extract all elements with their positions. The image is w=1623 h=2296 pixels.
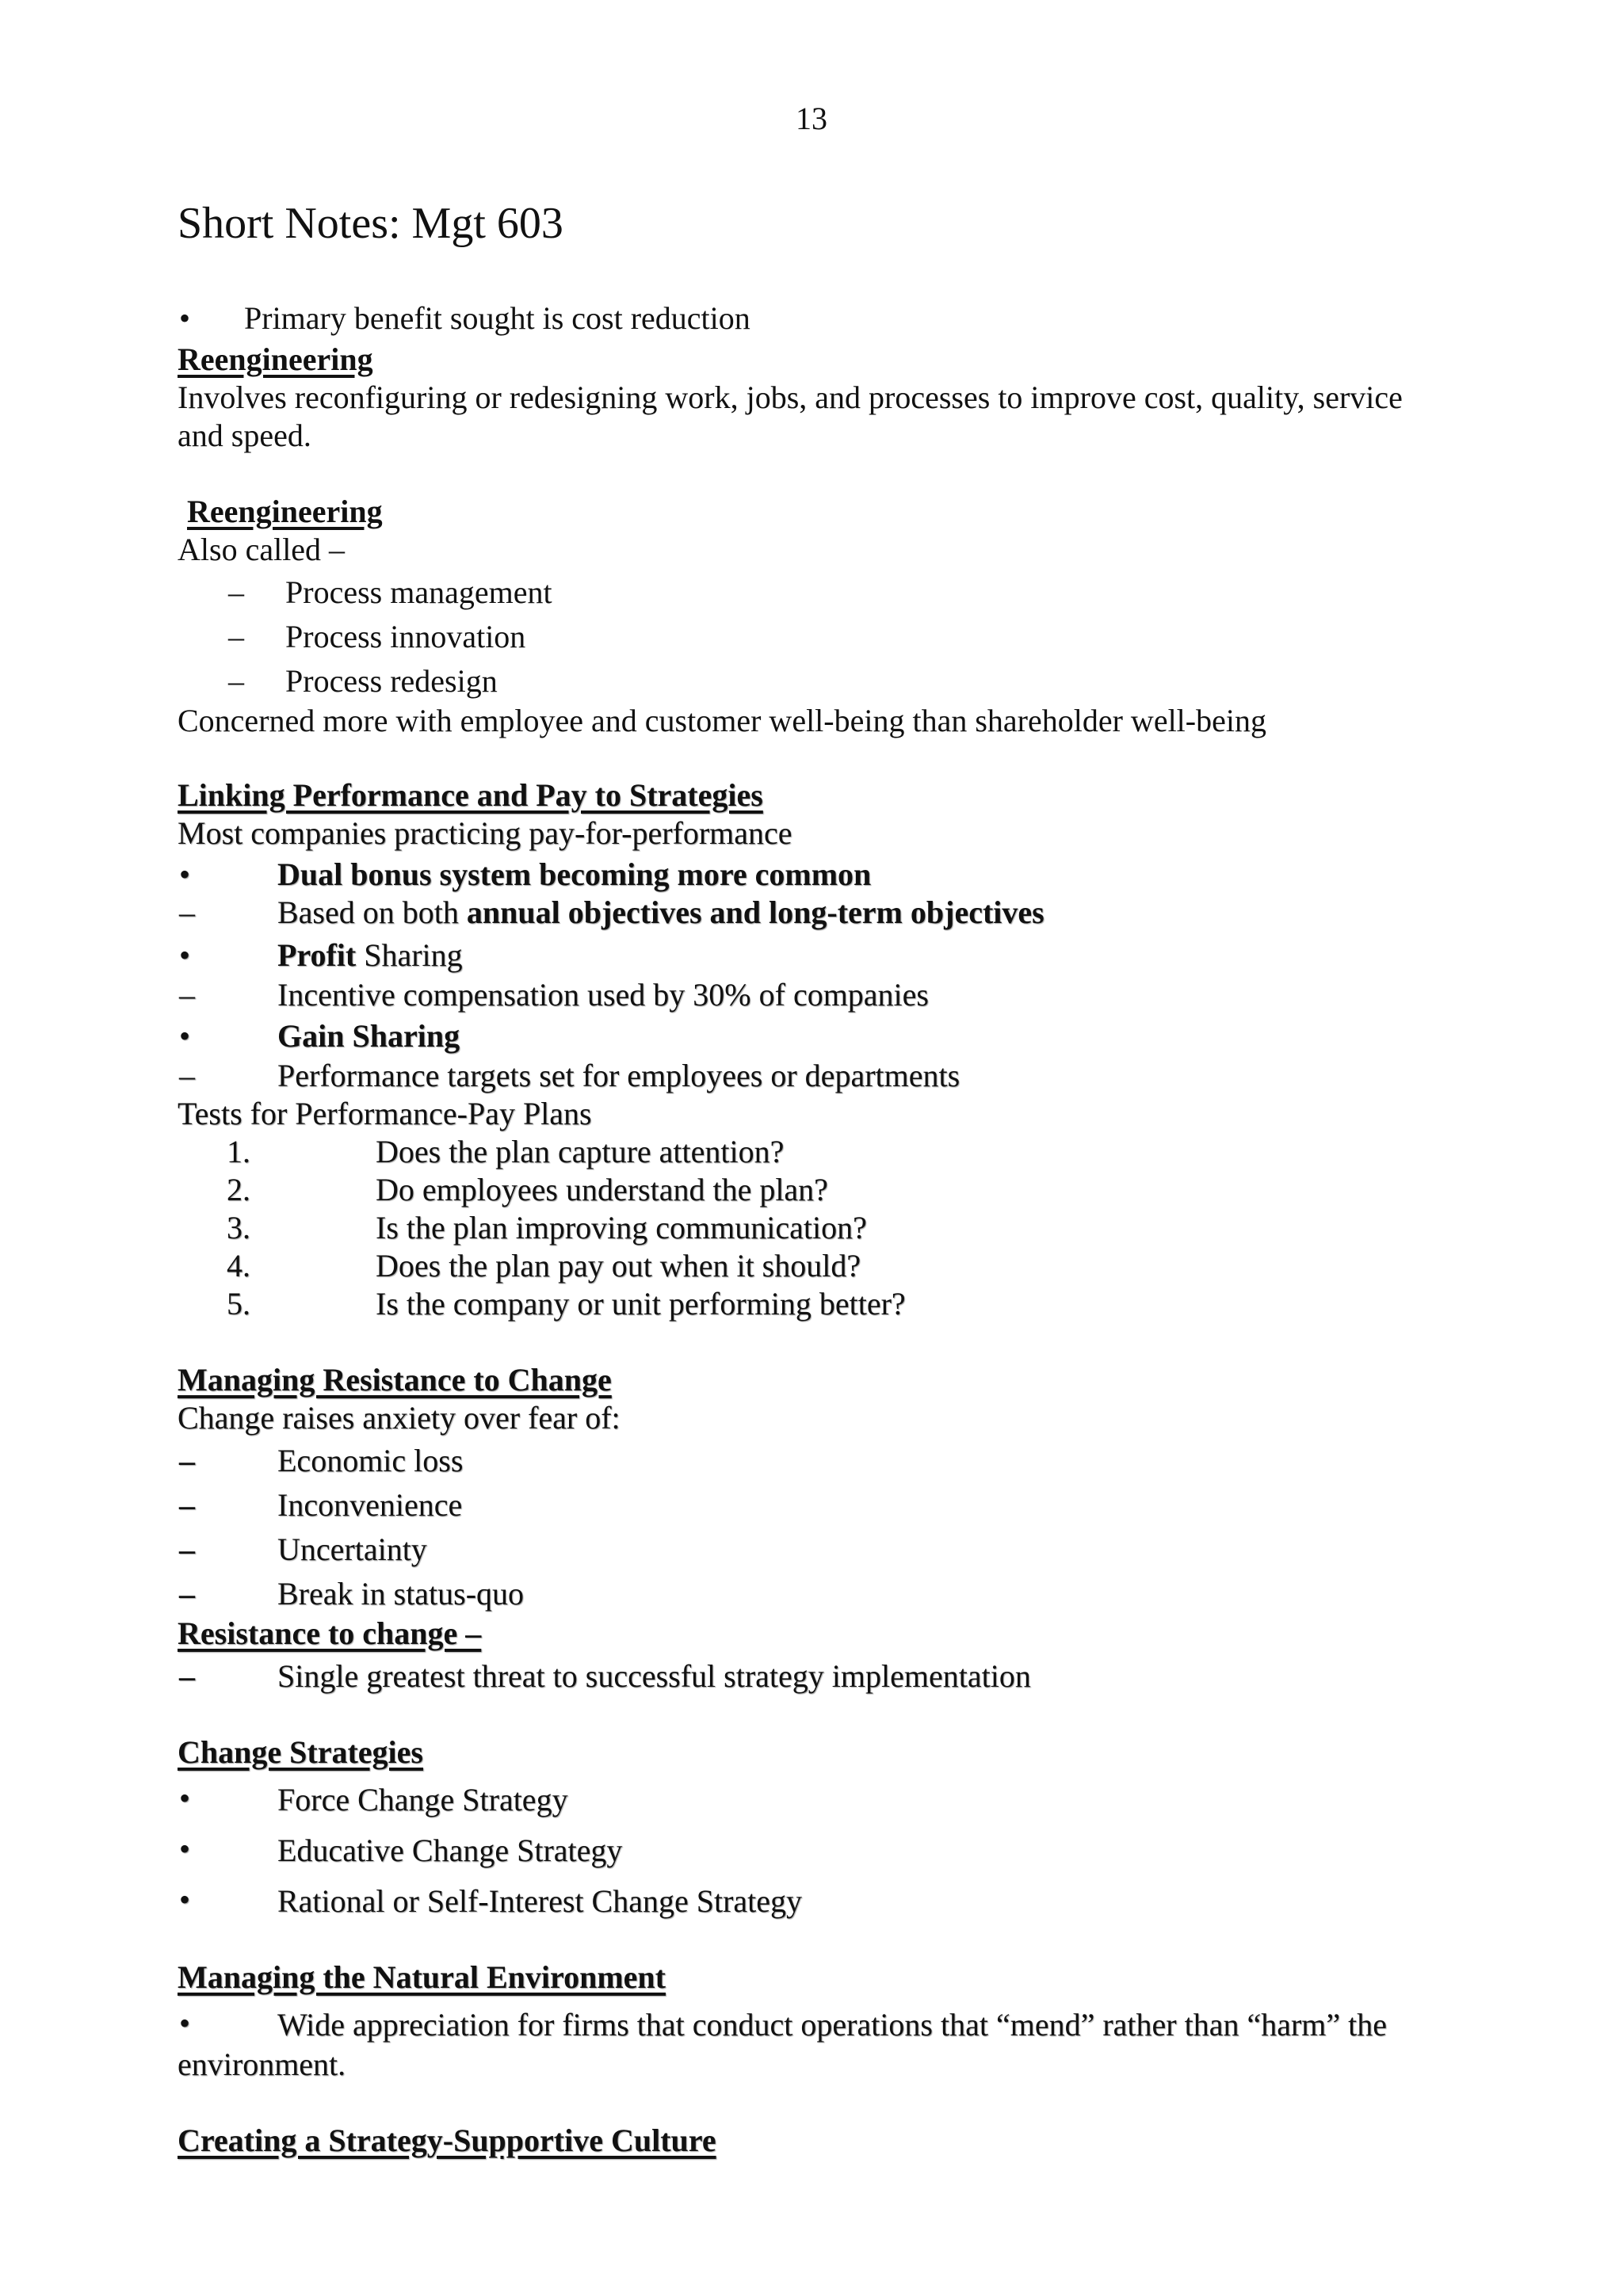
bullet-icon: • [179, 2005, 191, 2041]
list-item: Educative Change Strategy [277, 1833, 623, 1868]
dash-icon: – [228, 663, 244, 699]
paragraph-line: Most companies practicing pay-for-performance [178, 815, 792, 851]
dash-icon: – [179, 1531, 195, 1567]
paragraph-line: Tests for Performance-Pay Plans [178, 1096, 592, 1131]
subheading-resistance-to-change: Resistance to change – [178, 1615, 482, 1651]
list-item: Rational or Self-Interest Change Strategy [277, 1883, 803, 1919]
paragraph-line: Concerned more with employee and customer well-being than shareholder well-being [178, 703, 1266, 738]
paragraph-line: Also called – [178, 532, 346, 567]
bullet-text: Dual bonus system becoming more common [277, 856, 872, 892]
bullet-text: Primary benefit sought is cost reduction [244, 300, 750, 336]
dash-icon: – [179, 1443, 195, 1478]
list-item: Performance targets set for employees or departments [277, 1058, 960, 1093]
text-bold: Profit [277, 937, 357, 973]
section-heading-reengineering: Reengineering [178, 341, 373, 377]
bullet-icon: • [179, 1780, 191, 1816]
paragraph-line: environment. [178, 2046, 346, 2082]
dash-icon: – [179, 1058, 195, 1093]
section-heading-reengineering-2: Reengineering [187, 494, 383, 529]
list-number: 3. [227, 1210, 250, 1245]
list-item: Process redesign [285, 663, 498, 699]
dash-icon: – [228, 574, 244, 610]
page-number: 13 [796, 101, 827, 136]
dash-icon: – [179, 977, 195, 1013]
bullet-icon: • [179, 300, 191, 336]
paragraph-line: and speed. [178, 418, 311, 453]
page-title: Short Notes: Mgt 603 [178, 199, 563, 248]
dash-icon: – [179, 1487, 195, 1523]
section-heading-linking-performance: Linking Performance and Pay to Strategies [178, 777, 763, 813]
list-item: Process innovation [285, 619, 526, 654]
list-number: 1. [227, 1134, 250, 1169]
section-heading-change-strategies: Change Strategies [178, 1734, 423, 1770]
list-item: Does the plan pay out when it should? [376, 1248, 861, 1283]
text-bold: annual objectives and long-term objectives [466, 894, 1044, 930]
text-plain: Based on both [277, 894, 467, 930]
list-item: Force Change Strategy [277, 1782, 568, 1817]
dash-icon: – [228, 619, 244, 654]
list-item: Does the plan capture attention? [376, 1134, 785, 1169]
bullet-text [277, 936, 463, 974]
section-heading-managing-resistance: Managing Resistance to Change [178, 1362, 612, 1398]
list-item: Do employees understand the plan? [376, 1172, 828, 1207]
bullet-icon: • [179, 856, 191, 892]
list-item: Is the company or unit performing better? [376, 1286, 906, 1322]
paragraph-line: Change raises anxiety over fear of: [178, 1400, 621, 1436]
bullet-icon: • [179, 1831, 191, 1867]
list-item: Inconvenience [277, 1487, 463, 1523]
bullet-icon: • [179, 1018, 191, 1054]
list-item: Uncertainty [277, 1531, 427, 1567]
paragraph-line: Involves reconfiguring or redesigning work, jobs, and processes to improve cost, quality, service [178, 379, 1403, 415]
bullet-text: Gain Sharing [277, 1018, 460, 1054]
dash-icon: – [179, 894, 195, 930]
bullet-icon: • [179, 1882, 191, 1917]
dash-icon: – [179, 1658, 195, 1694]
section-heading-natural-environment: Managing the Natural Environment [178, 1959, 666, 1995]
list-number: 2. [227, 1172, 250, 1207]
text-plain: Sharing [356, 937, 463, 973]
section-heading-strategy-culture: Creating a Strategy-Supportive Culture [178, 2122, 716, 2158]
bullet-icon: • [179, 937, 191, 973]
list-item [277, 894, 1044, 932]
list-item: Single greatest threat to successful strategy implementation [277, 1658, 1031, 1694]
list-item: Process management [285, 574, 552, 610]
paragraph-line: Wide appreciation for firms that conduct operations that “mend” rather than “harm” the [277, 2007, 1388, 2042]
dash-icon: – [179, 1576, 195, 1611]
list-item: Incentive compensation used by 30% of companies [277, 977, 929, 1013]
list-number: 5. [227, 1286, 250, 1322]
list-item: Is the plan improving communication? [376, 1210, 867, 1245]
list-number: 4. [227, 1248, 250, 1283]
list-item: Economic loss [277, 1443, 464, 1478]
list-item: Break in status-quo [277, 1576, 525, 1611]
